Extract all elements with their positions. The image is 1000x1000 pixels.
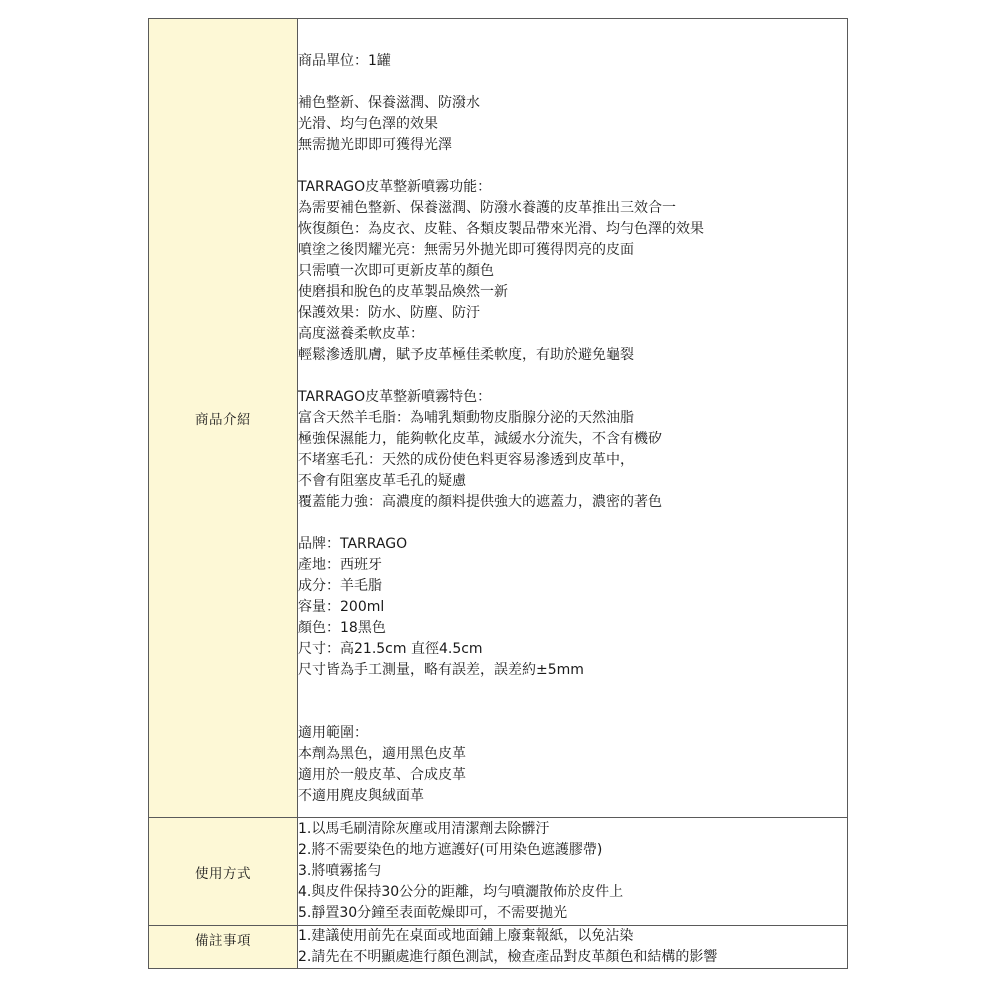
note-line: 1.建議使用前先在桌面或地面鋪上廢棄報紙，以免沾染 [298, 928, 634, 944]
notes-label: 備註事項 [149, 926, 298, 969]
capacity: 容量：200ml [298, 598, 385, 615]
usage-step: 4.與皮件保持30公分的距離，均勻噴灑散佈於皮件上 [298, 884, 624, 900]
usage-row [149, 818, 848, 926]
scope-line: 不適用麂皮與絨面革 [298, 787, 424, 804]
function-line: 保護效果：防水、防塵、防汙 [298, 304, 480, 321]
feature-line: 覆蓋能力強：高濃度的顏料提供強大的遮蓋力，濃密的著色 [298, 493, 662, 510]
function-line: 噴塗之後閃耀光亮：無需另外拋光即可獲得閃亮的皮面 [298, 241, 634, 258]
ingredient: 成分：羊毛脂 [298, 577, 382, 594]
origin: 產地：西班牙 [298, 556, 382, 573]
intro-label: 商品介紹 [149, 19, 298, 818]
intro-content [298, 19, 848, 818]
note-line: 2.請先在不明顯處進行顏色測試，檢查產品對皮革顏色和結構的影響 [298, 949, 718, 965]
scope-line: 適用於一般皮革、合成皮革 [298, 766, 466, 783]
intro-line: 無需拋光即即可獲得光澤 [298, 136, 452, 153]
feature-line: 富含天然羊毛脂：為哺乳類動物皮脂腺分泌的天然油脂 [298, 409, 634, 426]
notes-row [149, 926, 848, 969]
usage-label: 使用方式 [149, 818, 298, 926]
function-line: 使磨損和脫色的皮革製品煥然一新 [298, 283, 508, 300]
function-line: 為需要補色整新、保養滋潤、防潑水養護的皮革推出三效合一 [298, 199, 676, 216]
color: 顏色：18黑色 [298, 619, 386, 636]
function-line: 只需噴一次即可更新皮革的顏色 [298, 262, 494, 279]
notes-content [298, 926, 848, 969]
function-heading: TARRAGO皮革整新噴霧功能： [298, 178, 492, 195]
function-line: 恢復顏色：為皮衣、皮鞋、各類皮製品帶來光滑、均勻色澤的效果 [298, 220, 704, 237]
usage-step: 3.將噴霧搖勻 [298, 863, 382, 879]
brand: 品牌：TARRAGO [298, 535, 408, 552]
usage-content [298, 818, 848, 926]
intro-line: 光滑、均勻色澤的效果 [298, 115, 438, 132]
intro-row [149, 19, 848, 818]
feature-heading: TARRAGO皮革整新噴霧特色： [298, 388, 492, 405]
feature-line: 極強保濕能力，能夠軟化皮革，減緩水分流失，不含有機矽 [298, 430, 662, 447]
usage-step: 2.將不需要染色的地方遮護好(可用染色遮護膠帶) [298, 842, 603, 858]
intro-line: 補色整新、保養滋潤、防潑水 [298, 94, 480, 111]
feature-line: 不堵塞毛孔：天然的成份使色料更容易滲透到皮革中， [298, 451, 634, 468]
function-line: 輕鬆滲透肌膚，賦予皮革極佳柔軟度，有助於避免龜裂 [298, 346, 634, 363]
usage-step: 1.以馬毛刷清除灰塵或用清潔劑去除髒汙 [298, 821, 550, 837]
size: 尺寸：高21.5cm 直徑4.5cm [298, 640, 483, 657]
feature-line: 不會有阻塞皮革毛孔的疑慮 [298, 472, 466, 489]
scope-heading: 適用範圍： [298, 724, 368, 741]
size-note: 尺寸皆為手工測量，略有誤差，誤差約±5mm [298, 661, 584, 678]
product-spec-table [148, 18, 848, 969]
function-line: 高度滋養柔軟皮革： [298, 325, 424, 342]
usage-step: 5.靜置30分鐘至表面乾燥即可，不需要拋光 [298, 905, 568, 921]
scope-line: 本劑為黑色，適用黑色皮革 [298, 745, 466, 762]
product-unit: 商品單位：1罐 [298, 52, 391, 69]
